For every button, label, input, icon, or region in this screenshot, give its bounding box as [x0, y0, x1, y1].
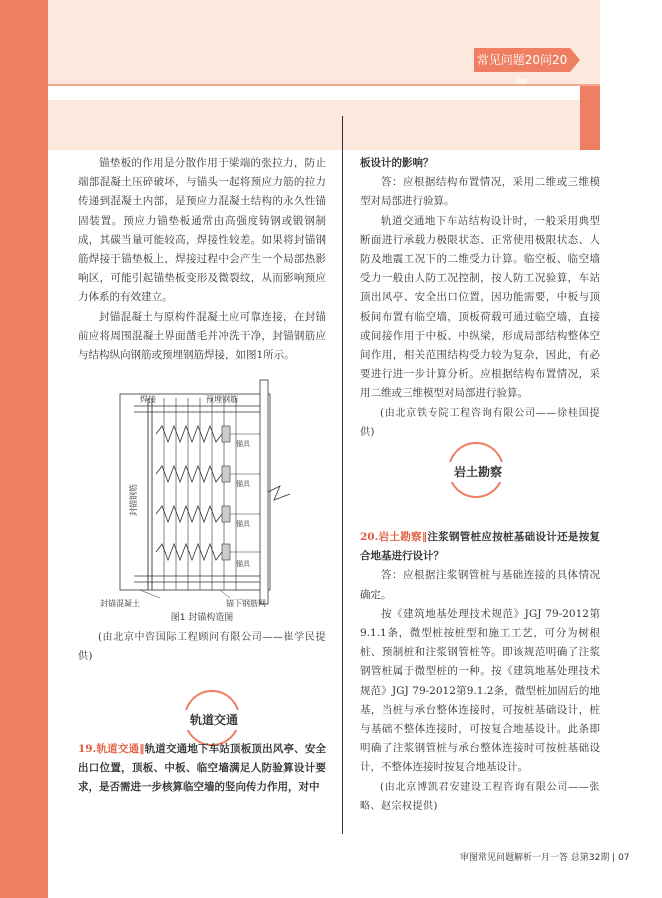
figure-label-weld: 焊接	[140, 395, 156, 404]
section-badge-rail-transit	[172, 690, 256, 746]
section-badge-geotechnical	[436, 442, 520, 498]
credit: (由北京中咨国际工程顾问有限公司——崔学民提供)	[78, 632, 326, 663]
question-number: 19.	[78, 743, 97, 755]
question-number: 20.	[360, 531, 379, 543]
credit: (由北京铁专院工程咨询有限公司——徐桂国提供)	[360, 407, 600, 438]
question-text	[78, 740, 326, 798]
header-tab: 常见问题20问20	[474, 48, 570, 72]
header-rule	[48, 84, 600, 86]
question-separator: ‖	[421, 531, 428, 543]
top-band	[48, 0, 600, 48]
figure-label-anchor-rebar: 封锚钢筋	[129, 484, 138, 516]
right-column	[360, 154, 600, 442]
answer: 答：应根据结构布置情况，采用二维或三维模型对局部进行验算。	[360, 176, 600, 208]
badge-label: 轨道交通	[166, 710, 262, 730]
figure-caption: 图1 封锚构造图	[170, 613, 234, 623]
left-column	[78, 154, 326, 365]
figure-label-anchor: 锚具	[236, 480, 250, 488]
anchor-detail-figure	[100, 376, 300, 610]
header-band	[48, 100, 580, 150]
figure-label-rebar-mesh: 锚下钢筋网	[226, 599, 266, 608]
paragraph: 锚垫板的作用是分散作用于梁端的张拉力，防止端部混凝土压碎破坏，与锚头一起将预应力筋的拉力传递到混凝土内部，是预应力混凝土结构的永久性锚固装置。预应力锚垫板通常由高强度铸钢或锻钢制成，其碳当量可能较高，焊接性较差。如果将封锚钢筋焊接于锚垫板上，焊接过程中会产生一个局部热影响区，可能引起锚垫板变形及微裂纹，从而影响预应力体系的有效建立。	[78, 157, 326, 304]
left-credit-block	[78, 628, 326, 666]
figure-label-anchor: 锚具	[236, 520, 250, 528]
question-separator: ‖	[139, 743, 145, 755]
answer: 答：应根据注浆钢管桩与基础连接的具体情况确定。	[360, 569, 600, 601]
question-category: 岩土勘察	[378, 531, 422, 543]
header-corner-accent	[580, 86, 600, 150]
column-divider	[342, 116, 343, 834]
question-body: 注浆钢管桩应按桩基础设计还是按复合地基进行设计？	[360, 531, 601, 563]
paragraph: 封锚混凝土与原构件混凝土应可靠连接，在封锚前应将周围混凝土界面凿毛并冲洗干净，封锚钢筋应与结构纵向钢筋或预埋钢筋焊接，如图1所示。	[78, 310, 326, 362]
question-text	[360, 528, 600, 566]
paragraph: 按《建筑地基处理技术规范》JGJ 79-2012第9.1.1条，微型桩按桩型和施工工艺，可分为树根桩、预制桩和注浆钢管桩等。即该规范明确了注浆钢管桩属于微型桩的一种。按《建筑地基处理技术规范》JGJ 79-2012第9.1.2条，微型桩加固后的地基，当桩与承台整体连接时，可按桩基础设计，桩与基础不整体连接时，可按复合地基设计。此条即明确了注浆钢管桩与承台整体连接时可按桩基础设计，不整体连接时按复合地基设计。	[360, 607, 600, 774]
figure-label-anchor-concrete: 封锚混凝土	[100, 599, 140, 608]
paragraph: 轨道交通地下车站结构设计时，一般采用典型断面进行承载力极限状态、正常使用极限状态、人防及地震工况下的二维受力计算。临空板、临空墙受力一般由人防工况控制，按人防工况验算，车站顶出风亭、安全出口位置，因功能需要，中板与顶板间布置有临空墙，顶板荷载可通过临空墙，直接或间接作用于中板、中纵梁，形成局部结构整体空间作用，相关范围结构受力较为复杂，因此，有必要进行进一步计算分析。应根据结构布置情况，采用二维或三维模型对局部进行验算。	[360, 214, 600, 400]
question-category: 轨道交通	[96, 743, 140, 755]
question-continuation: 板设计的影响？	[360, 157, 434, 169]
question-body: 轨道交通地下车站顶板顶出风亭、安全出口位置，顶板、中板、临空墙满足人防验算设计要求，是否需进一步核算临空墙的竖向传力作用，对中	[78, 743, 327, 794]
left-color-strip	[0, 0, 48, 898]
question-20	[360, 528, 600, 816]
figure-label-anchor: 锚具	[236, 560, 250, 568]
question-19	[78, 740, 326, 798]
anchor-detail-drawing	[100, 376, 300, 610]
figure-label-embedded-rebar: 预埋钢筋	[206, 395, 238, 404]
page-footer: 审图常见问题解析一月一答 总第32期 | 07	[460, 853, 630, 863]
figure-label-anchor: 锚具	[236, 440, 250, 448]
credit: (由北京博凯君安建设工程咨询有限公司——张略、赵宗权提供)	[360, 781, 600, 812]
badge-label: 岩土勘察	[430, 462, 526, 482]
